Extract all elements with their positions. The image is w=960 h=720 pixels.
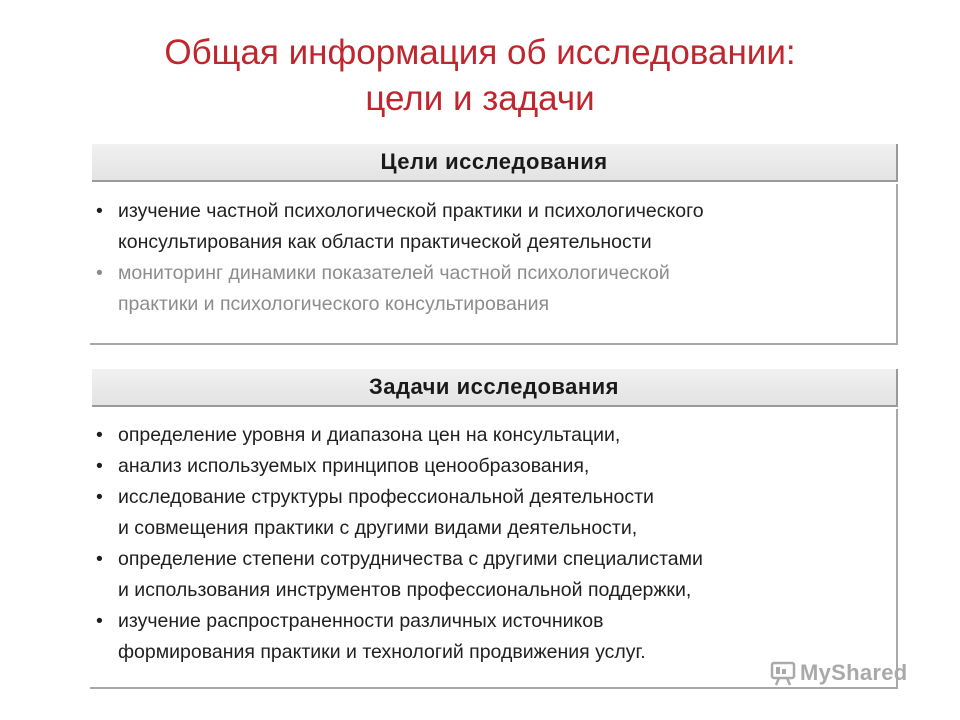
slide-title-line-2: цели и задачи (365, 79, 595, 118)
list-item-line: консультирования как области практической деятельности (118, 231, 652, 253)
list-item-line: мониторинг динамики показателей частной психологической (118, 262, 670, 284)
list-item (94, 451, 703, 482)
list-item-line: анализ используемых принципов ценообразования, (118, 455, 590, 477)
bullet: • (96, 610, 103, 632)
slide-title-line-1: Общая информация об исследовании: (164, 33, 796, 72)
goals-section-header: Цели исследования (92, 144, 898, 182)
goals-list (94, 196, 704, 320)
bullet: • (96, 455, 103, 477)
list-item (94, 482, 703, 544)
list-item-line: исследование структуры профессиональной деятельности (118, 486, 654, 508)
bullet: • (96, 548, 103, 570)
list-item-line: формирования практики и технологий продвижения услуг. (118, 641, 646, 663)
watermark-text: MyShared (800, 660, 908, 685)
list-item-line: определение степени сотрудничества с другими специалистами (118, 548, 703, 570)
bullet: • (96, 200, 103, 222)
list-item (94, 196, 704, 258)
tasks-list (94, 420, 703, 668)
list-item-line: изучение частной психологической практики и психологического (118, 200, 704, 222)
list-item-line: определение уровня и диапазона цен на консультации, (118, 424, 621, 446)
list-item-line: и использования инструментов профессиональной поддержки, (118, 579, 692, 601)
bullet: • (96, 486, 103, 508)
slide-title (0, 30, 960, 122)
list-item (94, 258, 704, 320)
list-item (94, 606, 703, 668)
bullet: • (96, 424, 103, 446)
list-item (94, 544, 703, 606)
list-item-line: изучение распространенности различных источников (118, 610, 604, 632)
bullet: • (96, 262, 103, 284)
list-item-line: практики и психологического консультирования (118, 293, 550, 315)
tasks-section-header: Задачи исследования (92, 369, 898, 407)
presentation-board-icon (770, 660, 796, 686)
watermark (770, 656, 908, 690)
list-item-line: и совмещения практики с другими видами деятельности, (118, 517, 638, 539)
list-item (94, 420, 703, 451)
